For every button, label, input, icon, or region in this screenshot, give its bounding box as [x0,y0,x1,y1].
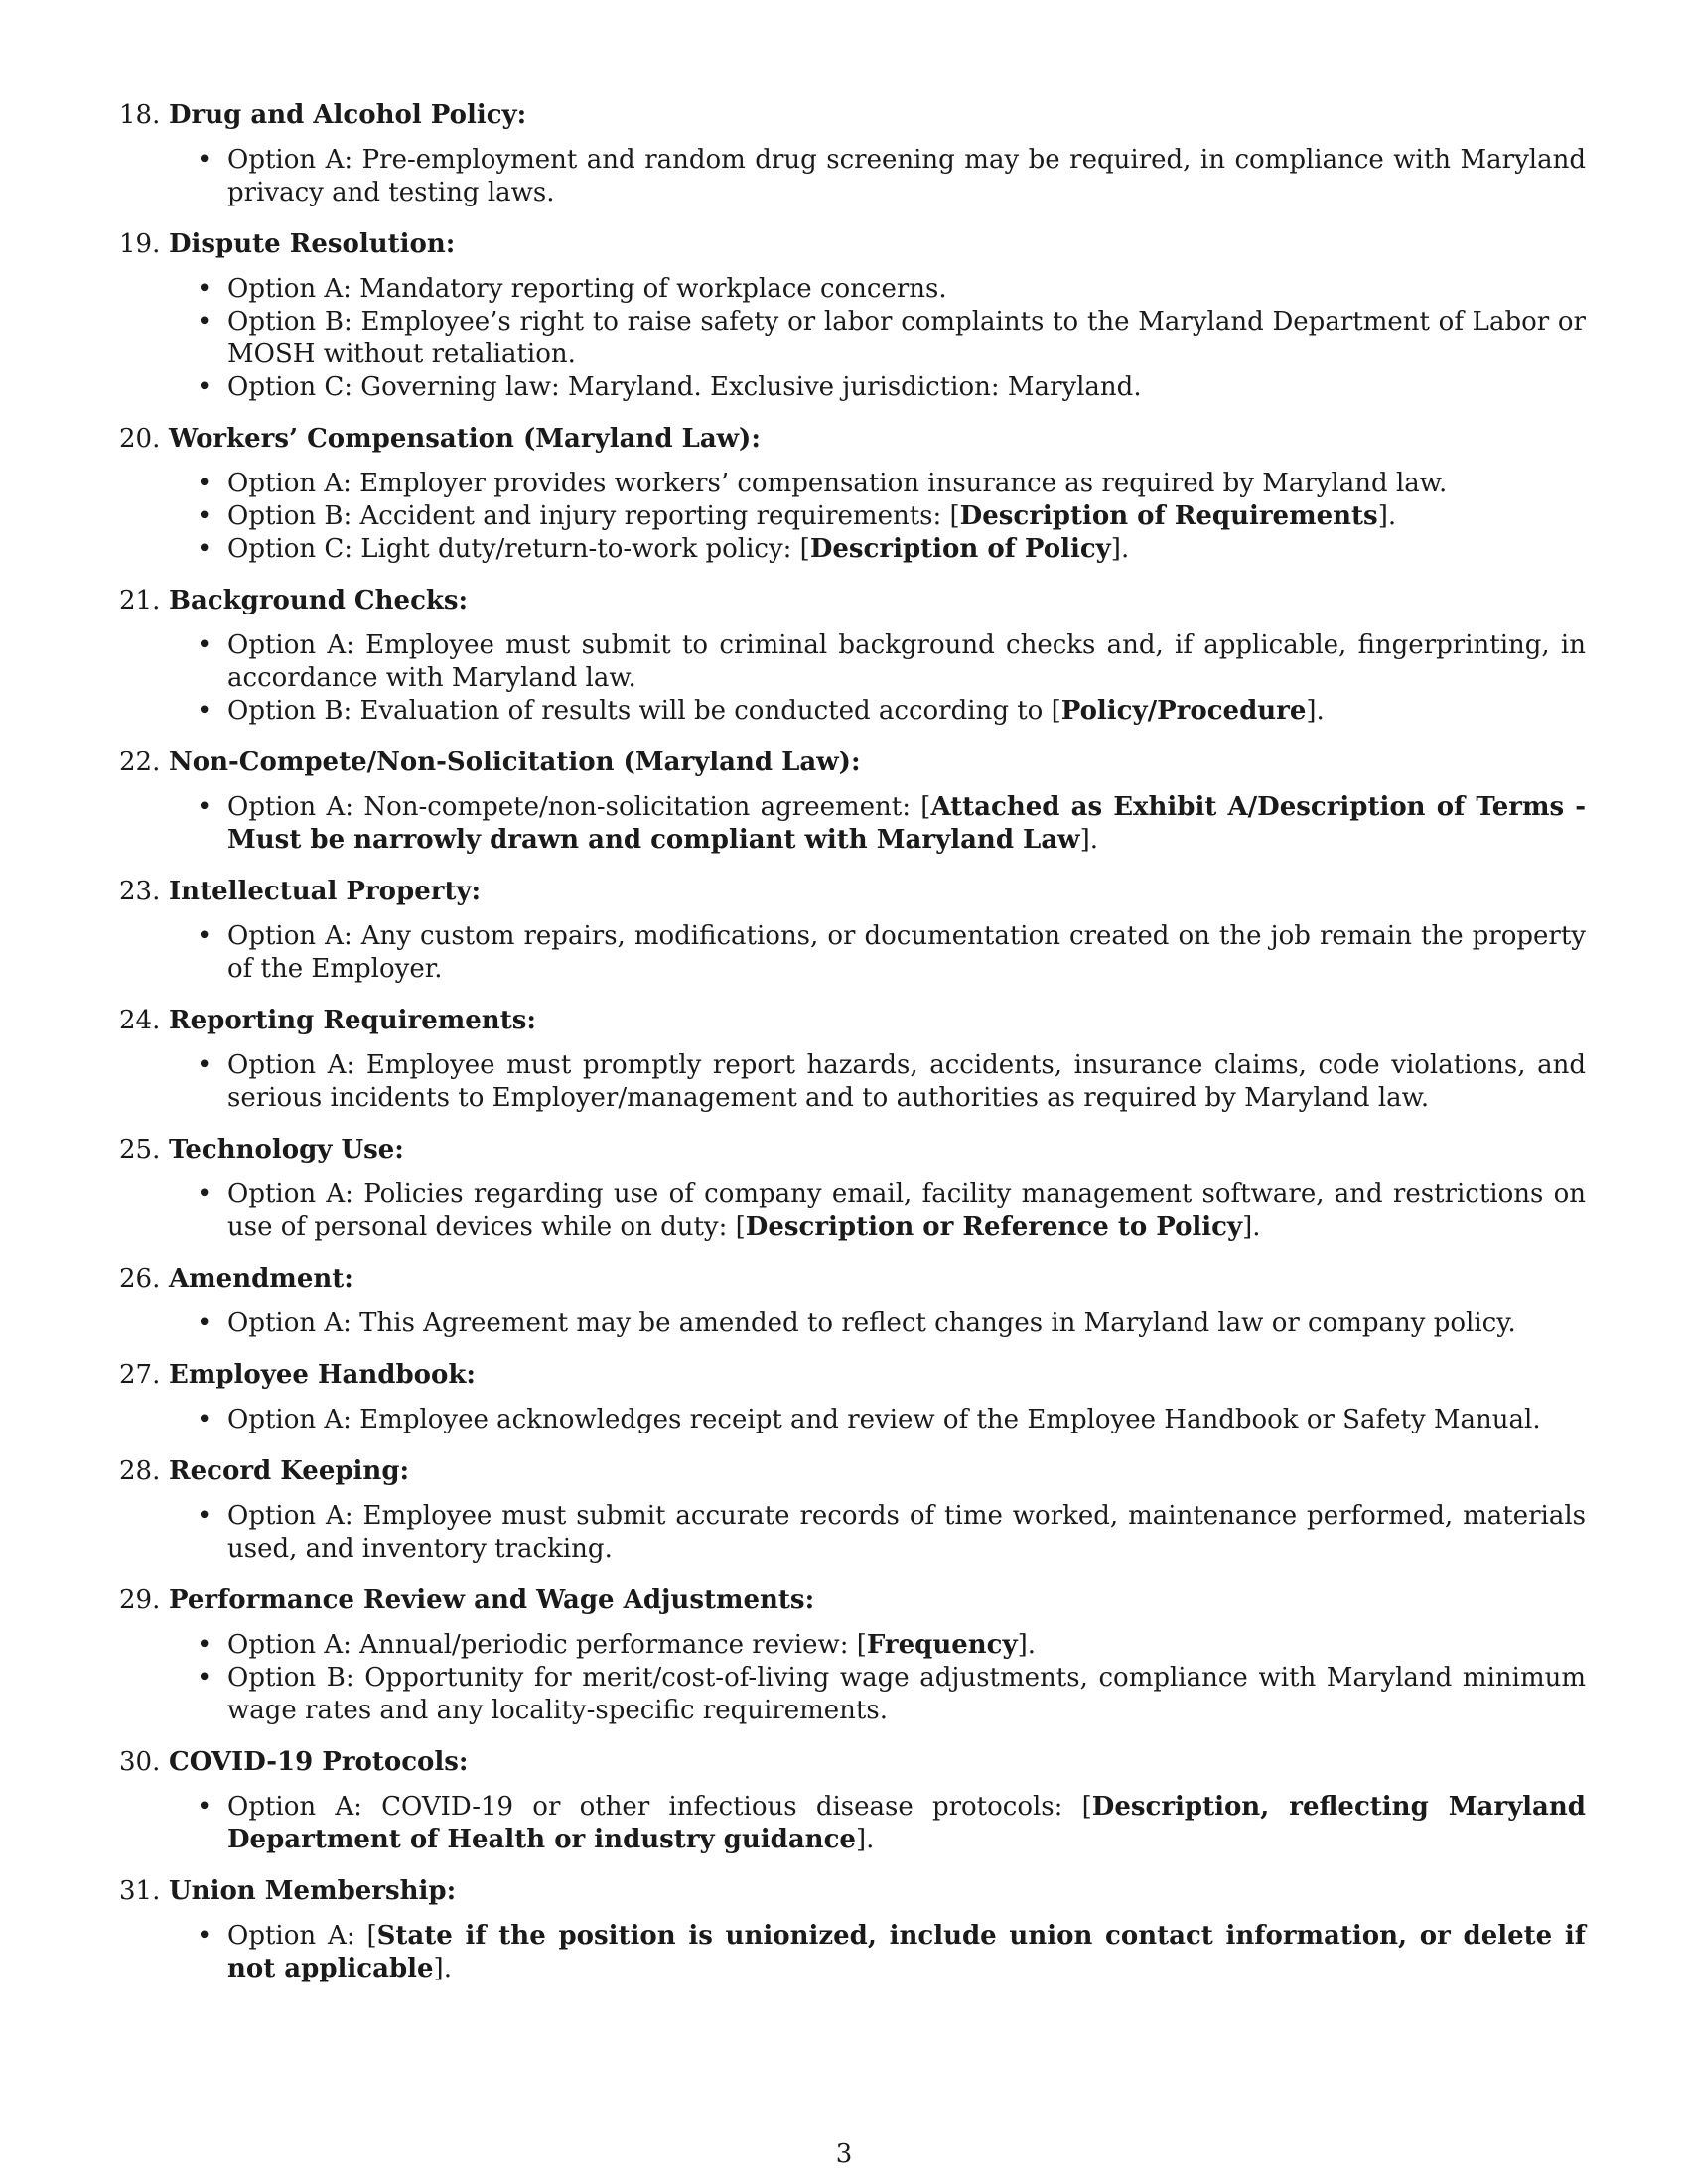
placeholder-text: State if the position is unionized, include union contact information, or delete if not applicable [227,1921,1586,1983]
option-item [119,1307,1586,1340]
section [119,1263,1586,1340]
section-title: COVID-19 Protocols: [169,1747,469,1777]
section-heading [119,228,1586,261]
option-text: Option A: Annual/periodic performance review: [ [227,1630,867,1660]
section [119,423,1586,566]
bullet-icon: • [197,469,212,498]
option-item [119,144,1586,209]
bullet-icon: • [197,145,212,175]
option-item [119,1404,1586,1436]
section-number: 28. [119,1456,161,1486]
section-title: Performance Review and Wage Adjustments: [169,1585,815,1615]
placeholder-text: Frequency [866,1630,1018,1660]
section-title: Non-Compete/Non-Solicitation (Maryland Law): [169,748,861,777]
section-number: 18. [119,100,161,130]
option-item [119,306,1586,371]
bullet-icon: • [197,501,212,531]
bullet-icon: • [197,1050,212,1080]
option-list [119,1178,1586,1244]
option-text: Option A: Policies regarding use of company email, facility management software, and restrictions on use of personal devices while on duty: [ [227,1179,1586,1242]
option-list [119,1629,1586,1727]
section-number: 30. [119,1747,161,1777]
option-text: Option A: Employee acknowledges receipt and review of the Employee Handbook or Safety Manual. [227,1405,1541,1434]
option-list [119,468,1586,566]
option-text: Option B: Accident and injury reporting requirements: [ [227,501,960,531]
option-text: Option A: Employee must submit to criminal background checks and, if applicable, fingerprinting, in accordance with Maryland law. [227,630,1586,693]
option-list [119,629,1586,728]
section-heading [119,1584,1586,1617]
section-number: 20. [119,424,161,454]
section-title: Dispute Resolution: [169,229,456,259]
placeholder-text: Description of Policy [809,534,1111,564]
section [119,1359,1586,1436]
section [119,1134,1586,1244]
section [119,1746,1586,1856]
option-text: Option C: Governing law: Maryland. Exclusive jurisdiction: Maryland. [227,372,1142,402]
option-text: ]. [1377,501,1397,531]
bullet-icon: • [197,534,212,564]
option-item [119,533,1586,566]
option-list [119,1404,1586,1436]
option-item [119,500,1586,533]
option-list [119,791,1586,857]
section-heading [119,423,1586,456]
section-title: Amendment: [169,1264,353,1294]
option-item [119,1662,1586,1727]
option-text: Option C: Light duty/return-to-work policy: [ [227,534,810,564]
section-heading [119,1875,1586,1908]
option-list [119,1049,1586,1115]
section [119,747,1586,857]
placeholder-text: Policy/Procedure [1060,696,1307,726]
option-item [119,695,1586,728]
bullet-icon: • [197,1179,212,1209]
option-item [119,273,1586,306]
section-heading [119,747,1586,779]
placeholder-text: Attached as Exhibit A/Description of Terms - Must be narrowly drawn and compliant with Maryland Law [227,792,1587,855]
section-number: 22. [119,748,161,777]
section [119,1875,1586,1985]
section [119,228,1586,404]
section-title: Technology Use: [169,1135,404,1164]
option-text: Option A: Pre-employment and random drug screening may be required, in compliance with Maryland privacy and testing laws. [227,145,1586,207]
option-item [119,1920,1586,1985]
option-item [119,468,1586,500]
option-text: ]. [1306,696,1325,726]
section-heading [119,1134,1586,1166]
option-list [119,1307,1586,1340]
page-number: 3 [835,2139,853,2169]
section [119,99,1586,209]
section-heading [119,585,1586,617]
option-text: Option B: Evaluation of results will be conducted according to [ [227,696,1061,726]
section [119,1455,1586,1566]
bullet-icon: • [197,1921,212,1951]
option-text: Option A: This Agreement may be amended to reflect changes in Maryland law or company policy. [227,1308,1516,1338]
bullet-icon: • [197,630,212,660]
section-heading [119,1746,1586,1779]
option-text: Option A: Employee must submit accurate records of time worked, maintenance performed, materials used, and inventory tracking. [227,1501,1586,1564]
section [119,1005,1586,1115]
section [119,876,1586,986]
option-text: Option B: Opportunity for merit/cost-of-living wage adjustments, compliance with Maryland minimum wage rates and any locality-specific requirements. [227,1663,1586,1725]
option-text: Option A: Any custom repairs, modifications, or documentation created on the job remain the property of the Employer. [227,921,1586,984]
option-item [119,1791,1586,1856]
option-text: Option A: Mandatory reporting of workplace concerns. [227,274,947,304]
section-title: Intellectual Property: [169,877,482,906]
option-list [119,144,1586,209]
section-number: 21. [119,586,161,615]
section-number: 26. [119,1264,161,1294]
section-heading [119,1005,1586,1037]
bullet-icon: • [197,1792,212,1822]
bullet-icon: • [197,1405,212,1434]
bullet-icon: • [197,372,212,402]
section-number: 27. [119,1360,161,1390]
bullet-icon: • [197,307,212,337]
bullet-icon: • [197,1308,212,1338]
bullet-icon: • [197,921,212,951]
option-text: Option A: [ [227,1921,377,1951]
section-title: Employee Handbook: [169,1360,476,1390]
section-heading [119,876,1586,908]
option-text: Option A: Non-compete/non-solicitation agreement: [ [227,792,931,822]
option-item [119,1500,1586,1566]
option-item [119,371,1586,404]
section-heading [119,1263,1586,1296]
option-text: Option A: Employee must promptly report hazards, accidents, insurance claims, code violations, and serious incidents to Employer/management and to authorities as required by Maryland law. [227,1050,1586,1113]
section-title: Reporting Requirements: [169,1006,536,1035]
section-title: Workers’ Compensation (Maryland Law): [169,424,761,454]
section-title: Drug and Alcohol Policy: [169,100,527,130]
option-item [119,1049,1586,1115]
bullet-icon: • [197,792,212,822]
option-text: ]. [1017,1630,1037,1660]
option-list [119,920,1586,986]
section-title: Background Checks: [169,586,469,615]
section-number: 31. [119,1876,161,1906]
section-number: 19. [119,229,161,259]
section-title: Record Keeping: [169,1456,410,1486]
document-body [119,99,1586,2004]
bullet-icon: • [197,1501,212,1531]
bullet-icon: • [197,1630,212,1660]
option-list [119,273,1586,404]
option-text: ]. [1079,825,1098,855]
option-text: ]. [1242,1212,1261,1242]
bullet-icon: • [197,274,212,304]
option-item [119,1178,1586,1244]
option-list [119,1920,1586,1985]
section-number: 24. [119,1006,161,1035]
section-heading [119,1455,1586,1488]
option-text: ]. [433,1954,452,1983]
section [119,1584,1586,1727]
option-list [119,1500,1586,1566]
option-text: Option B: Employee’s right to raise safety or labor complaints to the Maryland Department of Labor or MOSH without retaliation. [227,307,1586,369]
section-title: Union Membership: [169,1876,457,1906]
option-text: ]. [1110,534,1130,564]
bullet-icon: • [197,1663,212,1693]
option-list [119,1791,1586,1856]
option-text: Option A: Employer provides workers’ compensation insurance as required by Maryland law. [227,469,1448,498]
section-heading [119,1359,1586,1392]
section-number: 25. [119,1135,161,1164]
placeholder-text: Description of Requirements [959,501,1378,531]
option-item [119,1629,1586,1662]
option-item [119,920,1586,986]
option-text: ]. [855,1825,875,1854]
option-item [119,629,1586,695]
option-item [119,791,1586,857]
section-number: 29. [119,1585,161,1615]
section [119,585,1586,728]
option-text: Option A: COVID-19 or other infectious disease protocols: [ [227,1792,1092,1822]
bullet-icon: • [197,696,212,726]
section-heading [119,99,1586,132]
placeholder-text: Description or Reference to Policy [745,1212,1243,1242]
placeholder-text: Description, reflecting Maryland Department of Health or industry guidance [227,1792,1586,1854]
section-number: 23. [119,877,161,906]
